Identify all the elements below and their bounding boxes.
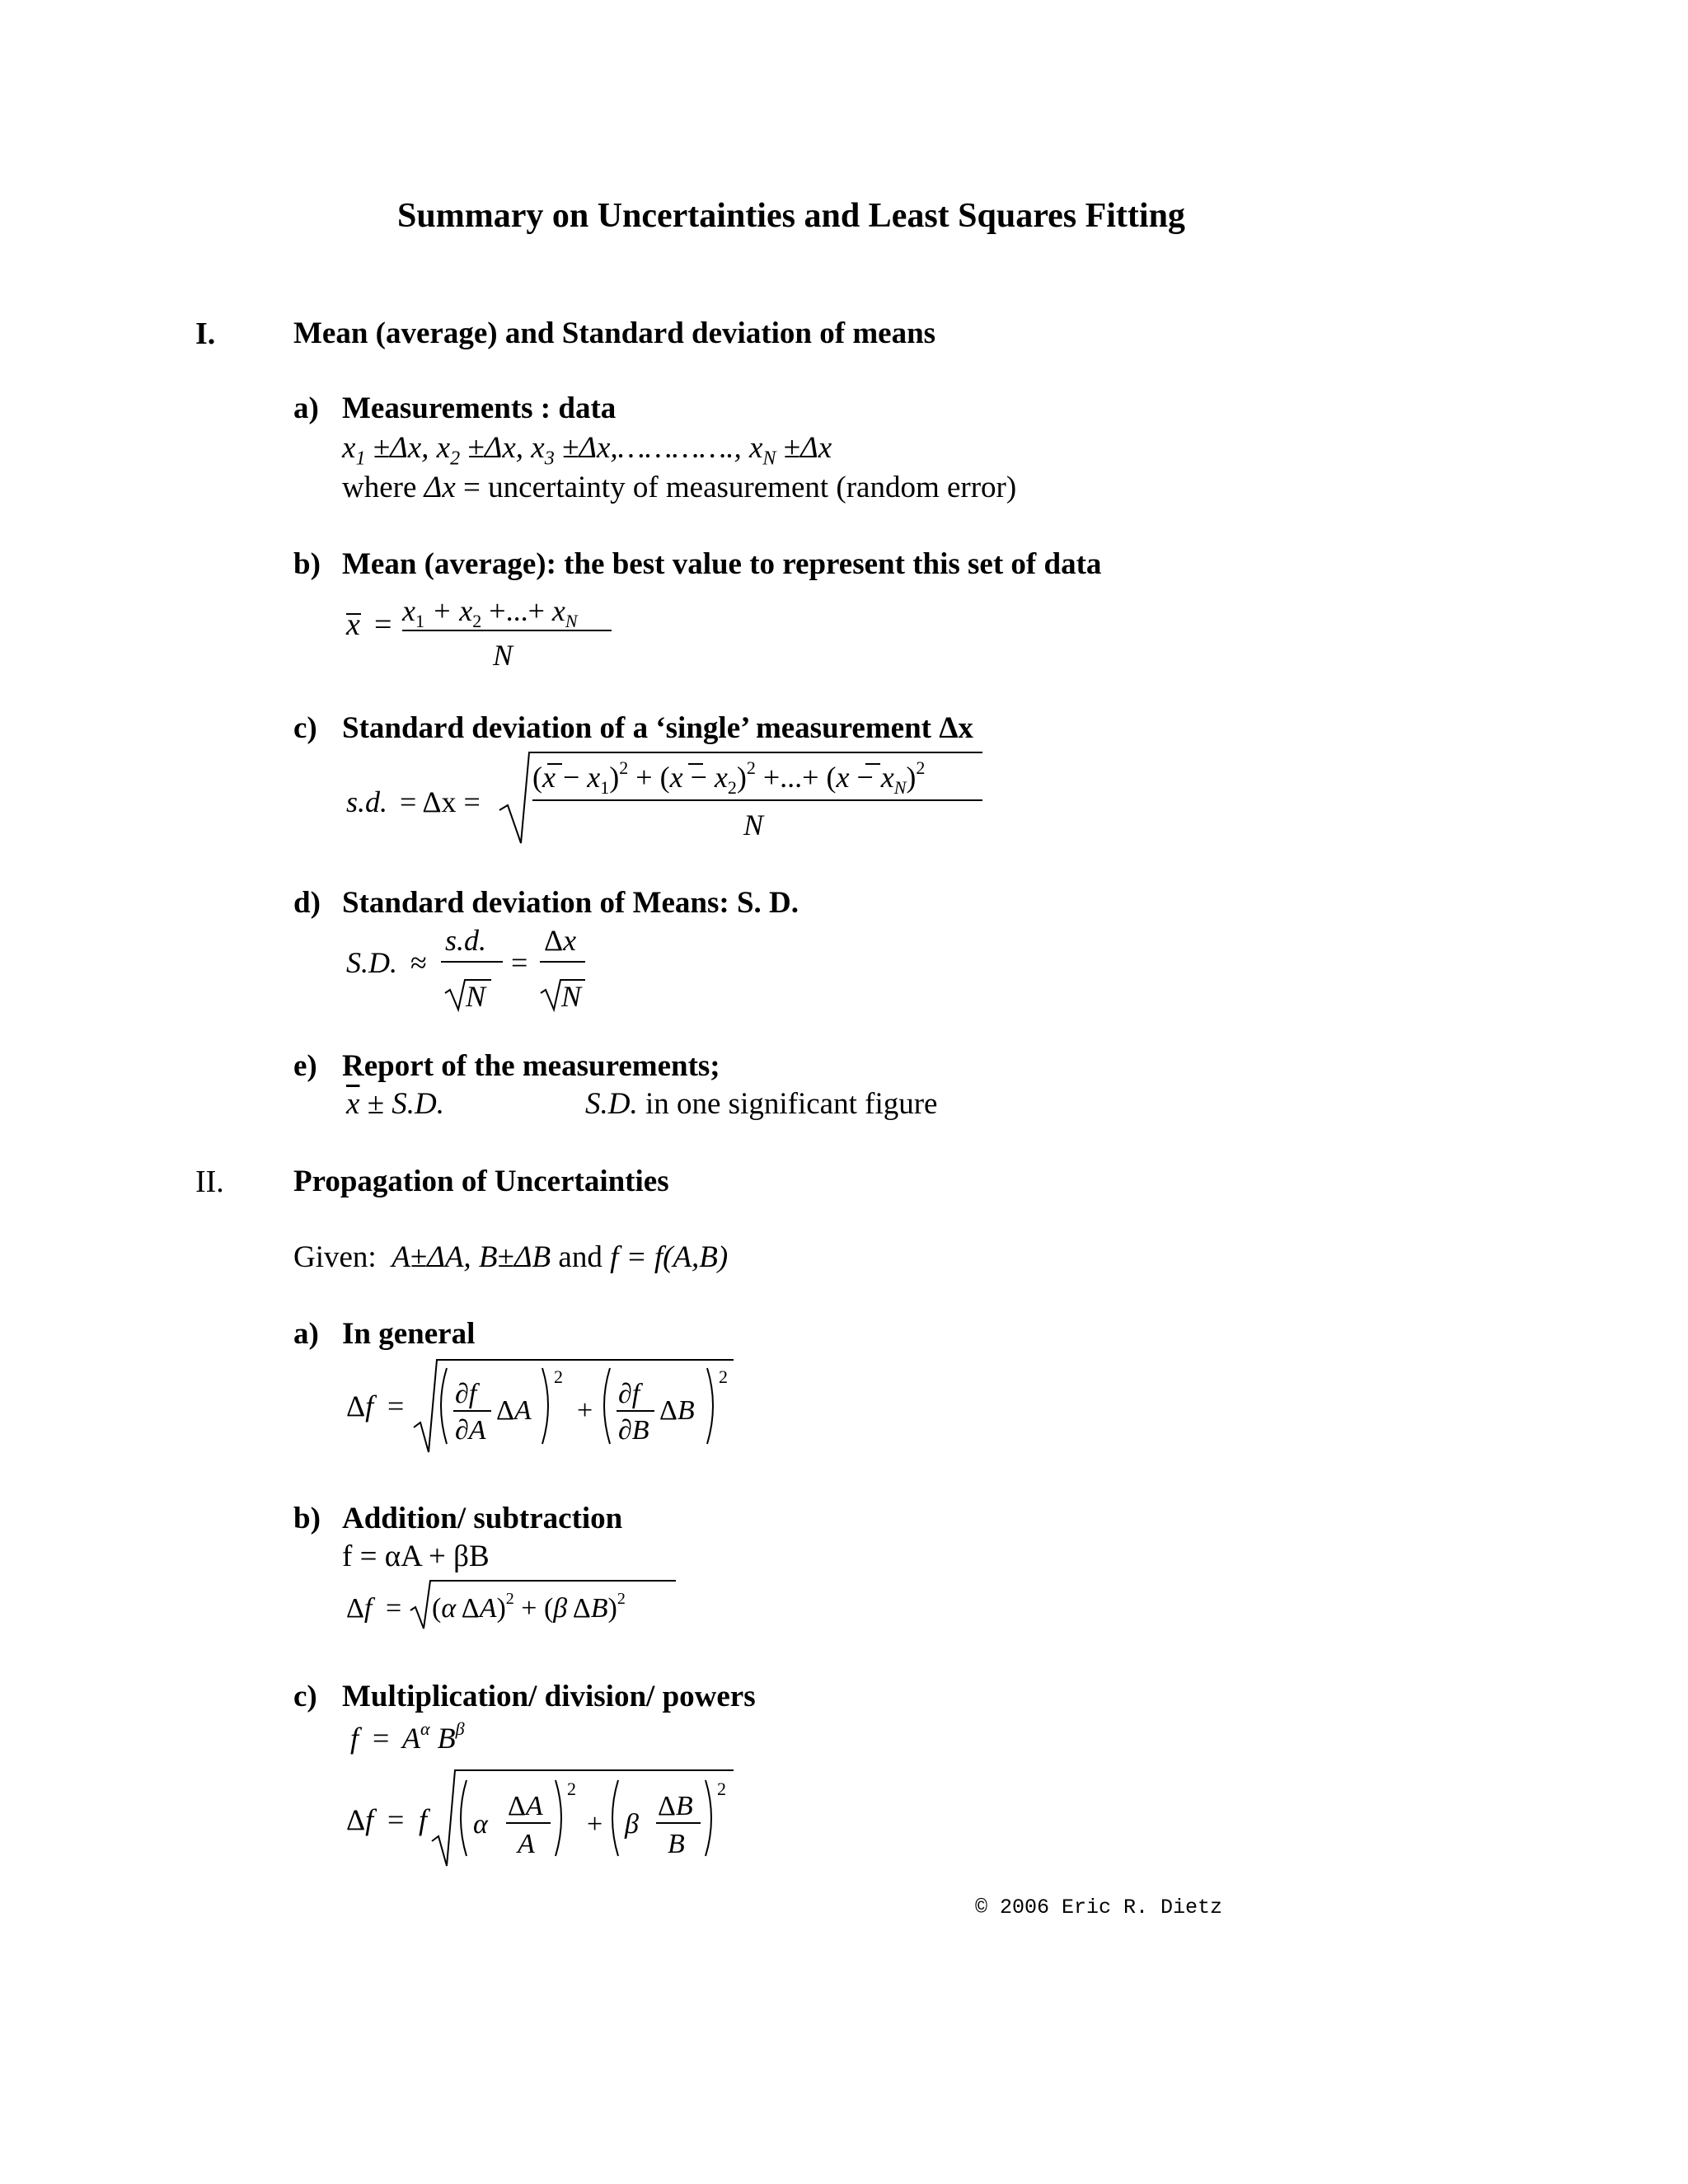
- svg-text:ΔA: ΔA: [508, 1791, 543, 1821]
- svg-text:Δf: Δf: [346, 1390, 374, 1422]
- svg-text:∂A: ∂A: [455, 1415, 486, 1446]
- svg-text:=: =: [386, 1593, 402, 1624]
- subsection-1b-label: b): [293, 547, 321, 581]
- subsection-1c-heading: Standard deviation of a ‘single’ measurement Δx: [342, 711, 973, 745]
- single-sd-formula: [338, 746, 997, 849]
- svg-text:N: N: [561, 980, 582, 1013]
- subsection-2c-heading: Multiplication/ division/ powers: [342, 1680, 756, 1713]
- svg-text:Δf: Δf: [346, 1803, 374, 1836]
- svg-text:≈: ≈: [410, 946, 427, 979]
- subsection-1a-heading: Measurements : data: [342, 391, 617, 425]
- section-2-number: II.: [195, 1165, 224, 1199]
- svg-text:+: +: [587, 1809, 603, 1840]
- svg-text:2: 2: [554, 1366, 563, 1387]
- svg-text:+: +: [577, 1395, 593, 1426]
- measurement-data-line: $x_1 \pm\Delta x$, $x_2 \pm\Delta x$, $x_3$ ±Δx,…………., $x_N \pm\Delta x$: [342, 431, 832, 470]
- subsection-1e-heading: Report of the measurements;: [342, 1049, 720, 1083]
- subsection-1c-label: c): [293, 711, 317, 745]
- svg-text:Δx: Δx: [544, 924, 577, 957]
- svg-text:f: f: [419, 1803, 428, 1836]
- svg-text:x: x: [346, 607, 360, 642]
- sd-of-means-formula: [338, 919, 618, 1018]
- addition-propagation-formula: [338, 1576, 684, 1633]
- svg-text:f: f: [350, 1722, 359, 1755]
- svg-text:ΔB: ΔB: [658, 1791, 693, 1821]
- svg-text:2: 2: [567, 1779, 576, 1799]
- report-note: S.D. in one significant figure: [585, 1087, 938, 1121]
- addition-equation: f = αA + βB: [342, 1540, 490, 1573]
- subsection-2b-heading: Addition/ subtraction: [342, 1502, 623, 1535]
- uncertainty-definition: where Δx = uncertainty of measurement (random error): [342, 471, 1017, 504]
- section-2-heading: Propagation of Uncertainties: [293, 1165, 669, 1198]
- svg-text:s.d.: s.d.: [445, 924, 487, 957]
- svg-text:α: α: [473, 1809, 488, 1840]
- svg-text:s.d.: s.d.: [346, 785, 388, 818]
- subsection-1e-label: e): [293, 1049, 317, 1083]
- given-line: Given: A±ΔA, B±ΔB and f = f(A,B): [293, 1240, 729, 1274]
- subsection-1d-label: d): [293, 886, 321, 920]
- svg-text:Aα Bβ: $A^\alpha$ $B^\beta$: [402, 1718, 465, 1755]
- svg-text:N: N: [743, 808, 764, 841]
- svg-text:ΔA: ΔA: [496, 1395, 532, 1426]
- section-1-heading: Mean (average) and Standard deviation of means: [293, 316, 936, 350]
- power-equation: [338, 1710, 585, 1760]
- svg-text:ΔB: ΔB: [659, 1395, 695, 1426]
- svg-text:(x − x1)2 + (x − x2)2 +...+ (x: $(x - x_1)^2 + (x - x_2)^2$ +...+ $(x - x_N)^2$: [532, 757, 926, 798]
- svg-text:∂f: ∂f: [455, 1379, 477, 1409]
- report-expression: $\overline{x} \pm S.D$.: [346, 1087, 444, 1121]
- svg-text:∂B: ∂B: [618, 1415, 649, 1446]
- svg-text:N: N: [493, 639, 513, 672]
- general-propagation-formula: [338, 1352, 750, 1459]
- svg-text:=: =: [511, 946, 528, 979]
- svg-text:β: β: [625, 1809, 639, 1840]
- subsection-2a-label: a): [293, 1317, 319, 1351]
- svg-text:∂f: ∂f: [618, 1379, 640, 1409]
- svg-text:=: =: [374, 607, 392, 642]
- svg-text:2: 2: [717, 1779, 726, 1799]
- svg-text:= Δx =: = Δx =: [400, 785, 481, 818]
- svg-text:(α ΔA)2 + (β ΔB)2: (α ΔA)$^2$ + (β ΔB)$^2$: [432, 1590, 626, 1624]
- svg-text:A: A: [518, 1829, 535, 1859]
- copyright-notice: © 2006 Eric R. Dietz: [975, 1896, 1223, 1919]
- subsection-1a-label: a): [293, 391, 319, 425]
- subsection-1b-heading: Mean (average): the best value to represent this set of data: [342, 547, 1102, 581]
- multiplication-propagation-formula: [338, 1762, 750, 1873]
- section-1-number: I.: [195, 316, 216, 351]
- subsection-1d-heading: Standard deviation of Means: S. D.: [342, 886, 799, 920]
- svg-text:=: =: [387, 1803, 405, 1836]
- svg-text:x1 + x2 +...+ xN: $x_1 + x_2$ +...+ $x_N$: [402, 594, 578, 631]
- svg-text:B: B: [668, 1829, 685, 1859]
- subsection-2c-label: c): [293, 1680, 317, 1713]
- svg-text:2: 2: [719, 1366, 728, 1387]
- svg-text:=: =: [387, 1390, 405, 1422]
- subsection-2b-label: b): [293, 1502, 321, 1535]
- svg-text:=: =: [373, 1722, 390, 1755]
- mean-formula: [338, 581, 635, 672]
- page-title: Summary on Uncertainties and Least Squares Fitting: [397, 197, 1185, 235]
- svg-text:S.D.: S.D.: [346, 946, 397, 979]
- svg-text:N: N: [466, 980, 486, 1013]
- svg-text:Δf: Δf: [346, 1593, 373, 1624]
- subsection-2a-heading: In general: [342, 1317, 476, 1351]
